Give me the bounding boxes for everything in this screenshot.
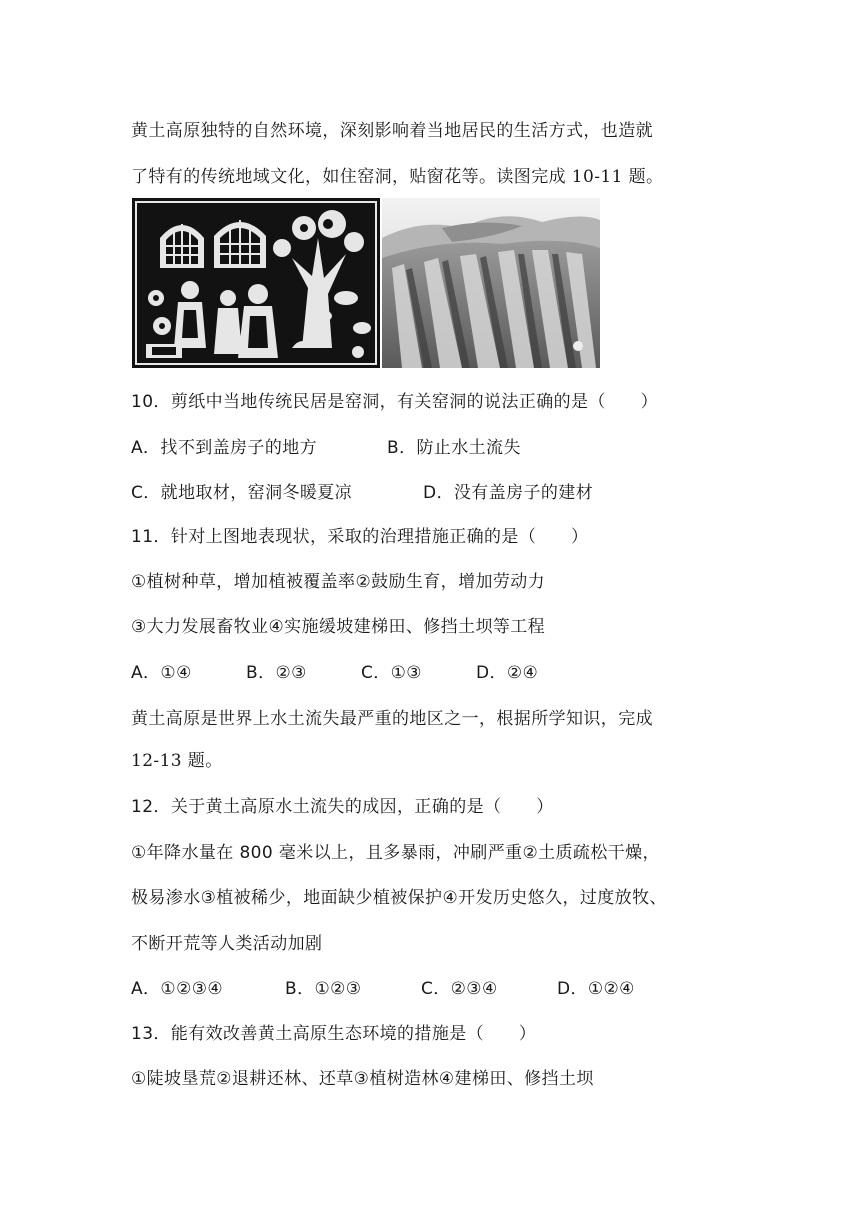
question-12-items-line-2: 极易渗水③植被稀少，地面缺少植被保护④开发历史悠久，过度放牧、 xyxy=(131,888,667,908)
option-c[interactable]: C．②③④ xyxy=(421,979,498,999)
option-b[interactable]: B．①②③ xyxy=(285,979,362,999)
intro-2-line-1: 黄土高原是世界上水土流失最严重的地区之一，根据所学知识，完成 xyxy=(131,709,653,729)
question-13-items-line-1: ①陡坡垦荒②退耕还林、还草③植树造林④建梯田、修挡土坝 xyxy=(131,1069,594,1089)
question-12-stem: 12．关于黄土高原水土流失的成因，正确的是（ ） xyxy=(131,797,554,817)
gully-photo xyxy=(382,198,600,368)
option-a[interactable]: A．找不到盖房子的地方 xyxy=(131,438,318,458)
question-11-options xyxy=(131,658,538,683)
paper-cut-image xyxy=(132,198,380,368)
option-d[interactable]: D．①②④ xyxy=(557,979,635,999)
question-11-items-line-2: ③大力发展畜牧业④实施缓坡建梯田、修挡土坝等工程 xyxy=(131,617,546,637)
figure-row xyxy=(132,198,602,370)
intro-2-line-2: 12-13 题。 xyxy=(131,751,223,771)
option-a[interactable]: A．①④ xyxy=(131,663,192,683)
loess-gully-erosion-icon xyxy=(382,198,600,368)
question-11-items-line-1: ①植树种草，增加植被覆盖率②鼓励生育，增加劳动力 xyxy=(131,572,546,592)
question-12-options xyxy=(131,974,635,999)
option-d[interactable]: D．没有盖房子的建材 xyxy=(423,483,594,503)
question-10-options-row-1 xyxy=(131,433,521,458)
option-a[interactable]: A．①②③④ xyxy=(131,979,223,999)
option-c[interactable]: C．①③ xyxy=(361,663,422,683)
question-12-items-line-1: ①年降水量在 800 毫米以上，且多暴雨，冲刷严重②土质疏松干燥， xyxy=(131,843,660,863)
intro-1-line-2: 了特有的传统地域文化，如住窑洞，贴窗花等。读图完成 10-11 题。 xyxy=(131,167,664,187)
question-10-stem: 10．剪纸中当地传统民居是窑洞，有关窑洞的说法正确的是（ ） xyxy=(131,392,659,412)
question-12-items-line-3: 不断开荒等人类活动加剧 xyxy=(131,934,323,954)
option-c[interactable]: C．就地取材，窑洞冬暖夏凉 xyxy=(131,483,353,503)
question-11-stem: 11．针对上图地表现状，采取的治理措施正确的是（ ） xyxy=(131,527,589,547)
paper-cut-cave-dwelling-icon xyxy=(132,198,380,368)
option-b[interactable]: B．防止水土流失 xyxy=(387,438,521,458)
question-13-stem: 13．能有效改善黄土高原生态环境的措施是（ ） xyxy=(131,1024,537,1044)
question-10-options-row-2 xyxy=(131,478,593,503)
option-b[interactable]: B．②③ xyxy=(246,663,307,683)
option-d[interactable]: D．②④ xyxy=(476,663,539,683)
intro-1-line-1: 黄土高原独特的自然环境，深刻影响着当地居民的生活方式，也造就 xyxy=(131,121,653,141)
